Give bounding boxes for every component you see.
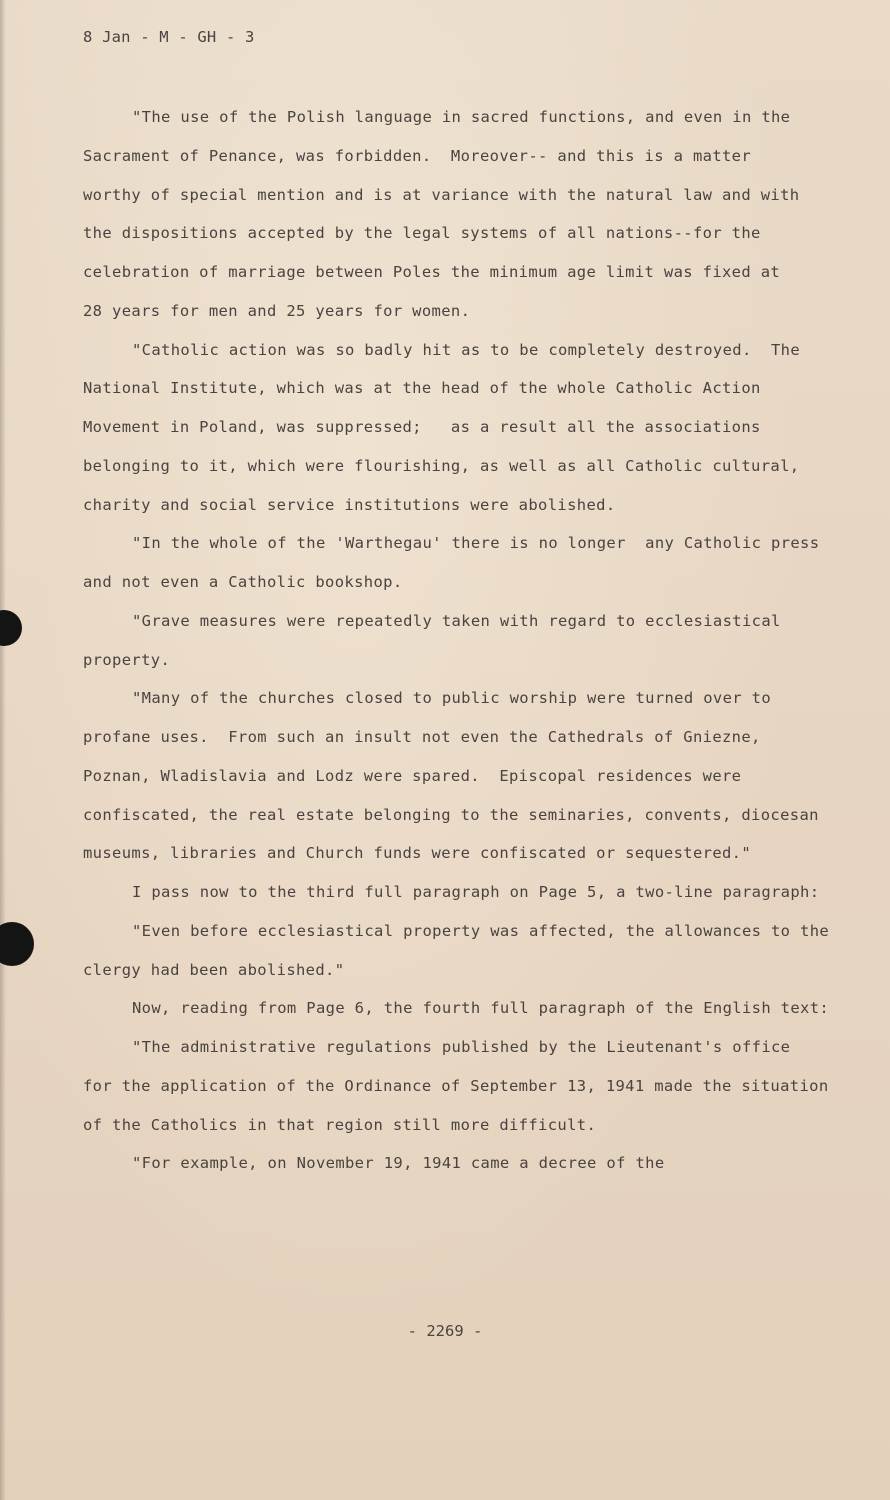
page-number: - 2269 -: [407, 1322, 483, 1340]
text-line: "The use of the Polish language in sacred functions, and even in the: [132, 108, 791, 126]
text-line: worthy of special mention and is at variance with the natural law and with: [83, 185, 800, 204]
page-edge-shadow: [0, 0, 6, 1500]
text-line: museums, libraries and Church funds were confiscated or sequestered.": [83, 844, 752, 863]
text-line: for the application of the Ordinance of September 13, 1941 made the situation: [83, 1076, 829, 1095]
text-line: Poznan, Wladislavia and Lodz were spared. Episcopal residences were: [83, 766, 742, 785]
text-line: charity and social service institutions were abolished.: [83, 495, 616, 514]
page-header: 8 Jan - M - GH - 3: [83, 28, 255, 46]
text-line: "Catholic action was so badly hit as to be completely destroyed. The: [132, 340, 801, 359]
text-line: clergy had been abolished.": [83, 960, 345, 979]
text-line: and not even a Catholic bookshop.: [83, 573, 403, 591]
punch-hole: [0, 922, 34, 966]
text-line: "For example, on November 19, 1941 came a decree of the: [132, 1154, 665, 1173]
text-line: Movement in Poland, was suppressed; as a result all the associations: [83, 418, 761, 436]
text-line: property.: [83, 650, 171, 669]
text-line: Now, reading from Page 6, the fourth full paragraph of the English text:: [132, 999, 830, 1018]
text-line: 28 years for men and 25 years for women.: [83, 301, 471, 320]
text-line: I pass now to the third full paragraph on Page 5, a two-line paragraph:: [132, 883, 820, 901]
text-line: celebration of marriage between Poles the minimum age limit was fixed at: [83, 263, 781, 281]
text-line: profane uses. From such an insult not even the Cathedrals of Gniezne,: [83, 728, 761, 746]
text-line: "Even before ecclesiastical property was affected, the allowances to the: [132, 921, 830, 940]
text-line: of the Catholics in that region still more difficult.: [83, 1115, 597, 1134]
text-line: "Grave measures were repeatedly taken with regard to ecclesiastical: [132, 611, 781, 630]
text-line: belonging to it, which were flourishing, as well as all Catholic cultural,: [83, 456, 800, 475]
text-line: "Many of the churches closed to public worship were turned over to: [132, 689, 771, 708]
text-line: confiscated, the real estate belonging to the seminaries, convents, diocesan: [83, 805, 819, 824]
text-line: Sacrament of Penance, was forbidden. Moreover-- and this is a matter: [83, 146, 752, 165]
text-line: "In the whole of the 'Warthegau' there is no longer any Catholic press: [132, 534, 820, 553]
text-line: "The administrative regulations published by the Lieutenant's office: [132, 1038, 791, 1056]
text-line: National Institute, which was at the head of the whole Catholic Action: [83, 379, 761, 398]
text-line: the dispositions accepted by the legal systems of all nations--for the: [83, 224, 761, 243]
punch-hole: [0, 610, 22, 646]
